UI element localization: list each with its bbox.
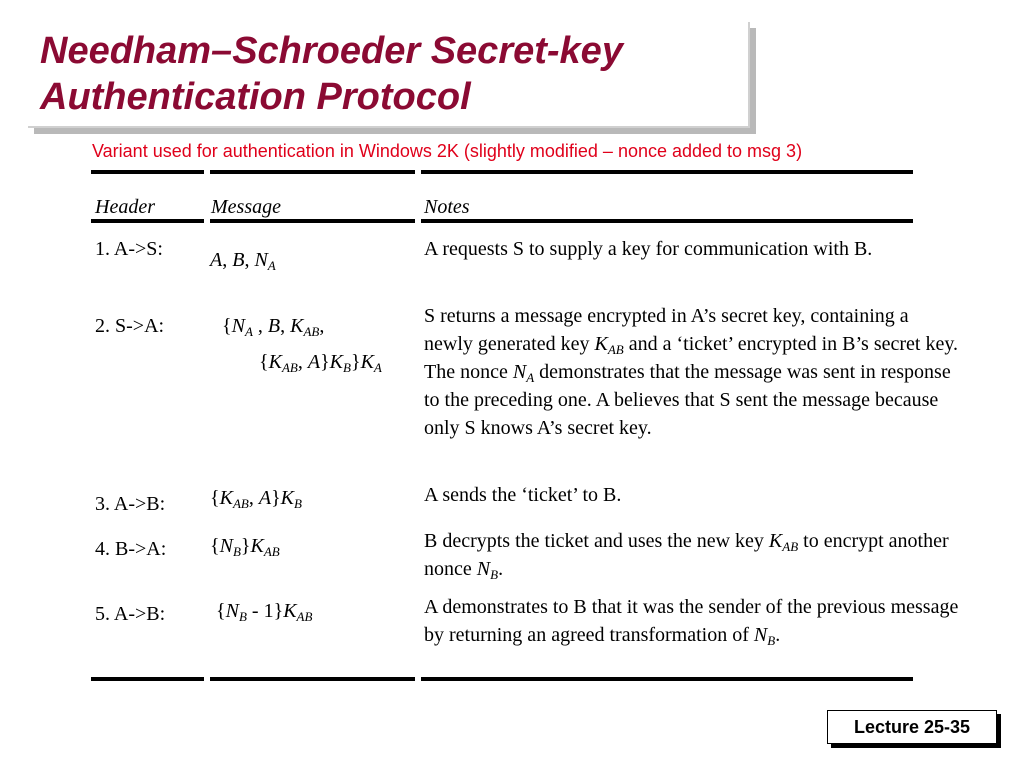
table-bottom-rule-2 [210, 677, 415, 681]
row1-note: A requests S to supply a key for communication with B. [424, 238, 873, 260]
table-bottom-rule-3 [421, 677, 913, 681]
row2-header: 2. S->A: [95, 315, 165, 337]
row1-message: A, B, $N_A$ [210, 249, 276, 273]
row2-note: S returns a message encrypted in A’s secret key, containing a newly generated key $K_{AB}$ and a ‘ticket’ encrypted in B’s secret key. The nonce $N_A$ demonstrates that the message was sent in response to the preceding one. A believes that S sent the message because only S knows A’s secret key. [424, 305, 959, 439]
header-rule-1 [91, 219, 204, 223]
row5-note: A demonstrates to B that it was the sender of the previous message by returning an agreed transformation of $N_B$. [424, 596, 959, 648]
row3-message: {$K_{AB}$, $A\}K_B$ [210, 487, 302, 511]
row4-header: 4. B->A: [95, 538, 167, 560]
title-line-1: Needham–Schroeder Secret-key [40, 30, 623, 72]
column-header-notes: Notes [424, 196, 470, 218]
row4-note: B decrypts the ticket and uses the new key $K_{AB}$ to encrypt another nonce $N_B$. [424, 530, 949, 582]
row5-message: $\{N_B - 1\}K_{AB}$ [216, 600, 313, 624]
row1-header: 1. A->S: [95, 238, 163, 260]
column-header-header: Header [95, 196, 155, 218]
row2-message-line2: {$K_{AB}$, $A\}K_B\}K_A$ [259, 351, 382, 375]
table-top-rule-1 [91, 170, 204, 174]
table-bottom-rule-1 [91, 677, 204, 681]
title-line-2: Authentication Protocol [40, 76, 471, 118]
header-rule-3 [421, 219, 913, 223]
header-rule-2 [210, 219, 415, 223]
row3-note: A sends the ‘ticket’ to B. [424, 484, 622, 506]
row3-header: 3. A->B: [95, 493, 166, 515]
row5-header: 5. A->B: [95, 603, 166, 625]
slide-subtitle: Variant used for authentication in Windows 2K (slightly modified – nonce added to msg 3) [92, 141, 803, 161]
row4-message: $\{N_B\}K_{AB}$ [210, 535, 280, 559]
table-top-rule-3 [421, 170, 913, 174]
column-header-message: Message [211, 196, 281, 218]
table-top-rule-2 [210, 170, 415, 174]
row2-message-line1: {$N_A$ , B, $K_{AB}$, [222, 315, 325, 339]
slide-title [40, 28, 740, 120]
lecture-number-badge: Lecture 25-35 [827, 710, 997, 744]
